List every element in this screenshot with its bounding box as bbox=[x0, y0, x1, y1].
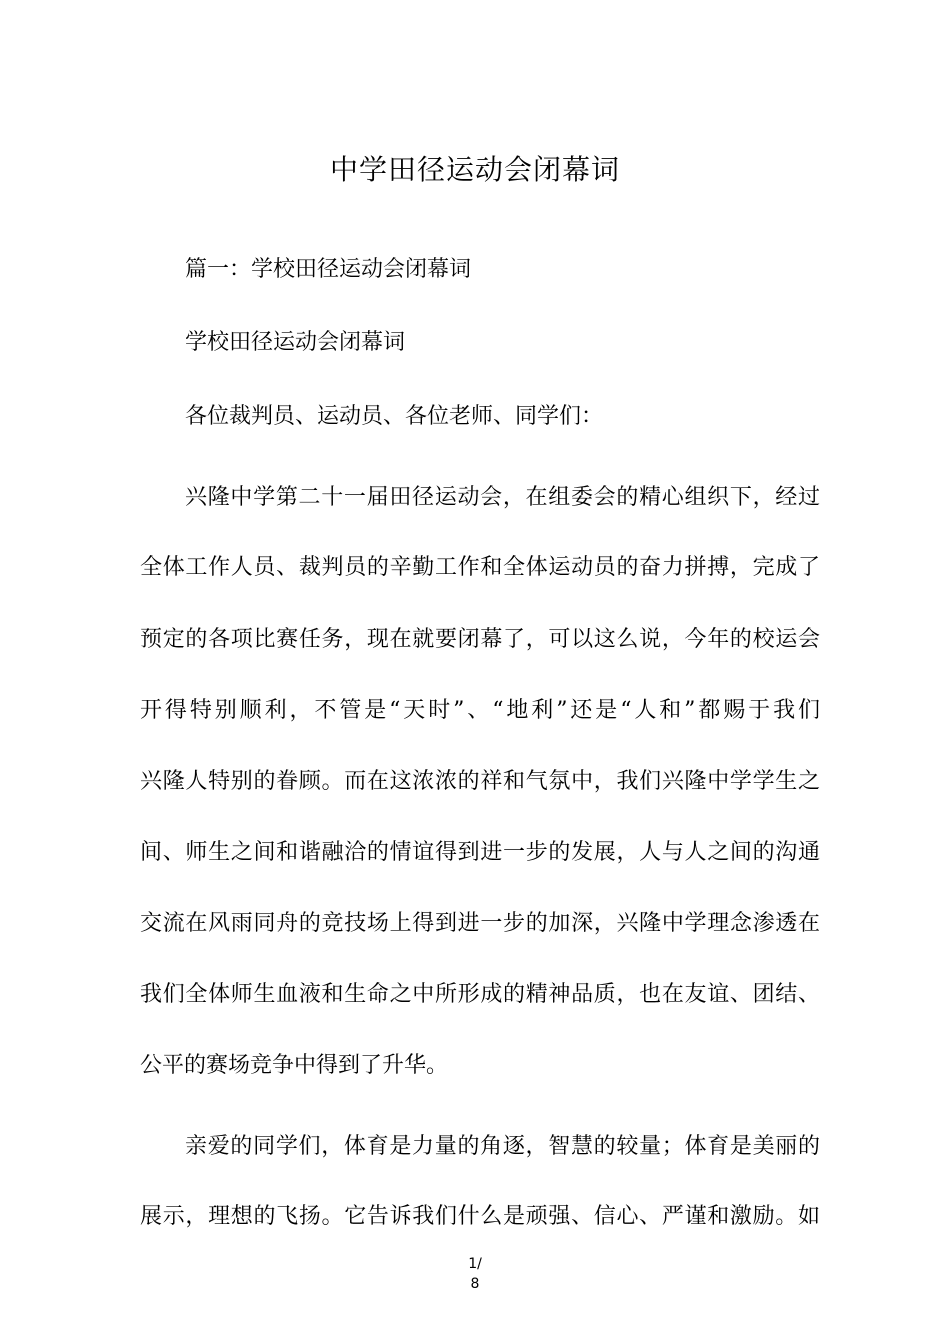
paragraph1-line: 交流在风雨同舟的竞技场上得到进一步的加深，兴隆中学理念渗透在 bbox=[140, 911, 820, 936]
subheading: 学校田径运动会闭幕词 bbox=[185, 330, 406, 355]
paragraph2-line: 亲爱的同学们，体育是力量的角逐，智慧的较量；体育是美丽的 bbox=[185, 1134, 820, 1159]
paragraph1-line: 全体工作人员、裁判员的辛勤工作和全体运动员的奋力拼搏，完成了 bbox=[140, 555, 820, 580]
paragraph1-line: 间、师生之间和谐融洽的情谊得到进一步的发展，人与人之间的沟通 bbox=[140, 840, 820, 865]
paragraph1-line: 兴隆中学第二十一届田径运动会，在组委会的精心组织下，经过 bbox=[185, 485, 820, 510]
document-title: 中学田径运动会闭幕词 bbox=[329, 153, 620, 186]
paragraph1-line: 公平的赛场竞争中得到了升华。 bbox=[140, 1053, 449, 1078]
page-number-current: 1/ bbox=[468, 1256, 482, 1272]
paragraph2-line: 展示，理想的飞扬。它告诉我们什么是顽强、信心、严谨和激励。如 bbox=[140, 1204, 820, 1229]
page-number-total: 8 bbox=[470, 1276, 480, 1292]
paragraph1-line: 预定的各项比赛任务，现在就要闭幕了，可以这么说，今年的校运会 bbox=[140, 627, 820, 652]
paragraph1-line: 我们全体师生血液和生命之中所形成的精神品质，也在友谊、团结、 bbox=[140, 982, 820, 1007]
salutation: 各位裁判员、运动员、各位老师、同学们： bbox=[185, 404, 604, 429]
paragraph1-line: 开得特别顺利，不管是“天时”、“地利”还是“人和”都赐于我们 bbox=[140, 698, 820, 723]
page-number bbox=[0, 1254, 950, 1294]
part-heading: 篇一：学校田径运动会闭幕词 bbox=[185, 257, 472, 282]
paragraph1-line: 兴隆人特别的眷顾。而在这浓浓的祥和气氛中，我们兴隆中学学生之 bbox=[140, 769, 820, 794]
